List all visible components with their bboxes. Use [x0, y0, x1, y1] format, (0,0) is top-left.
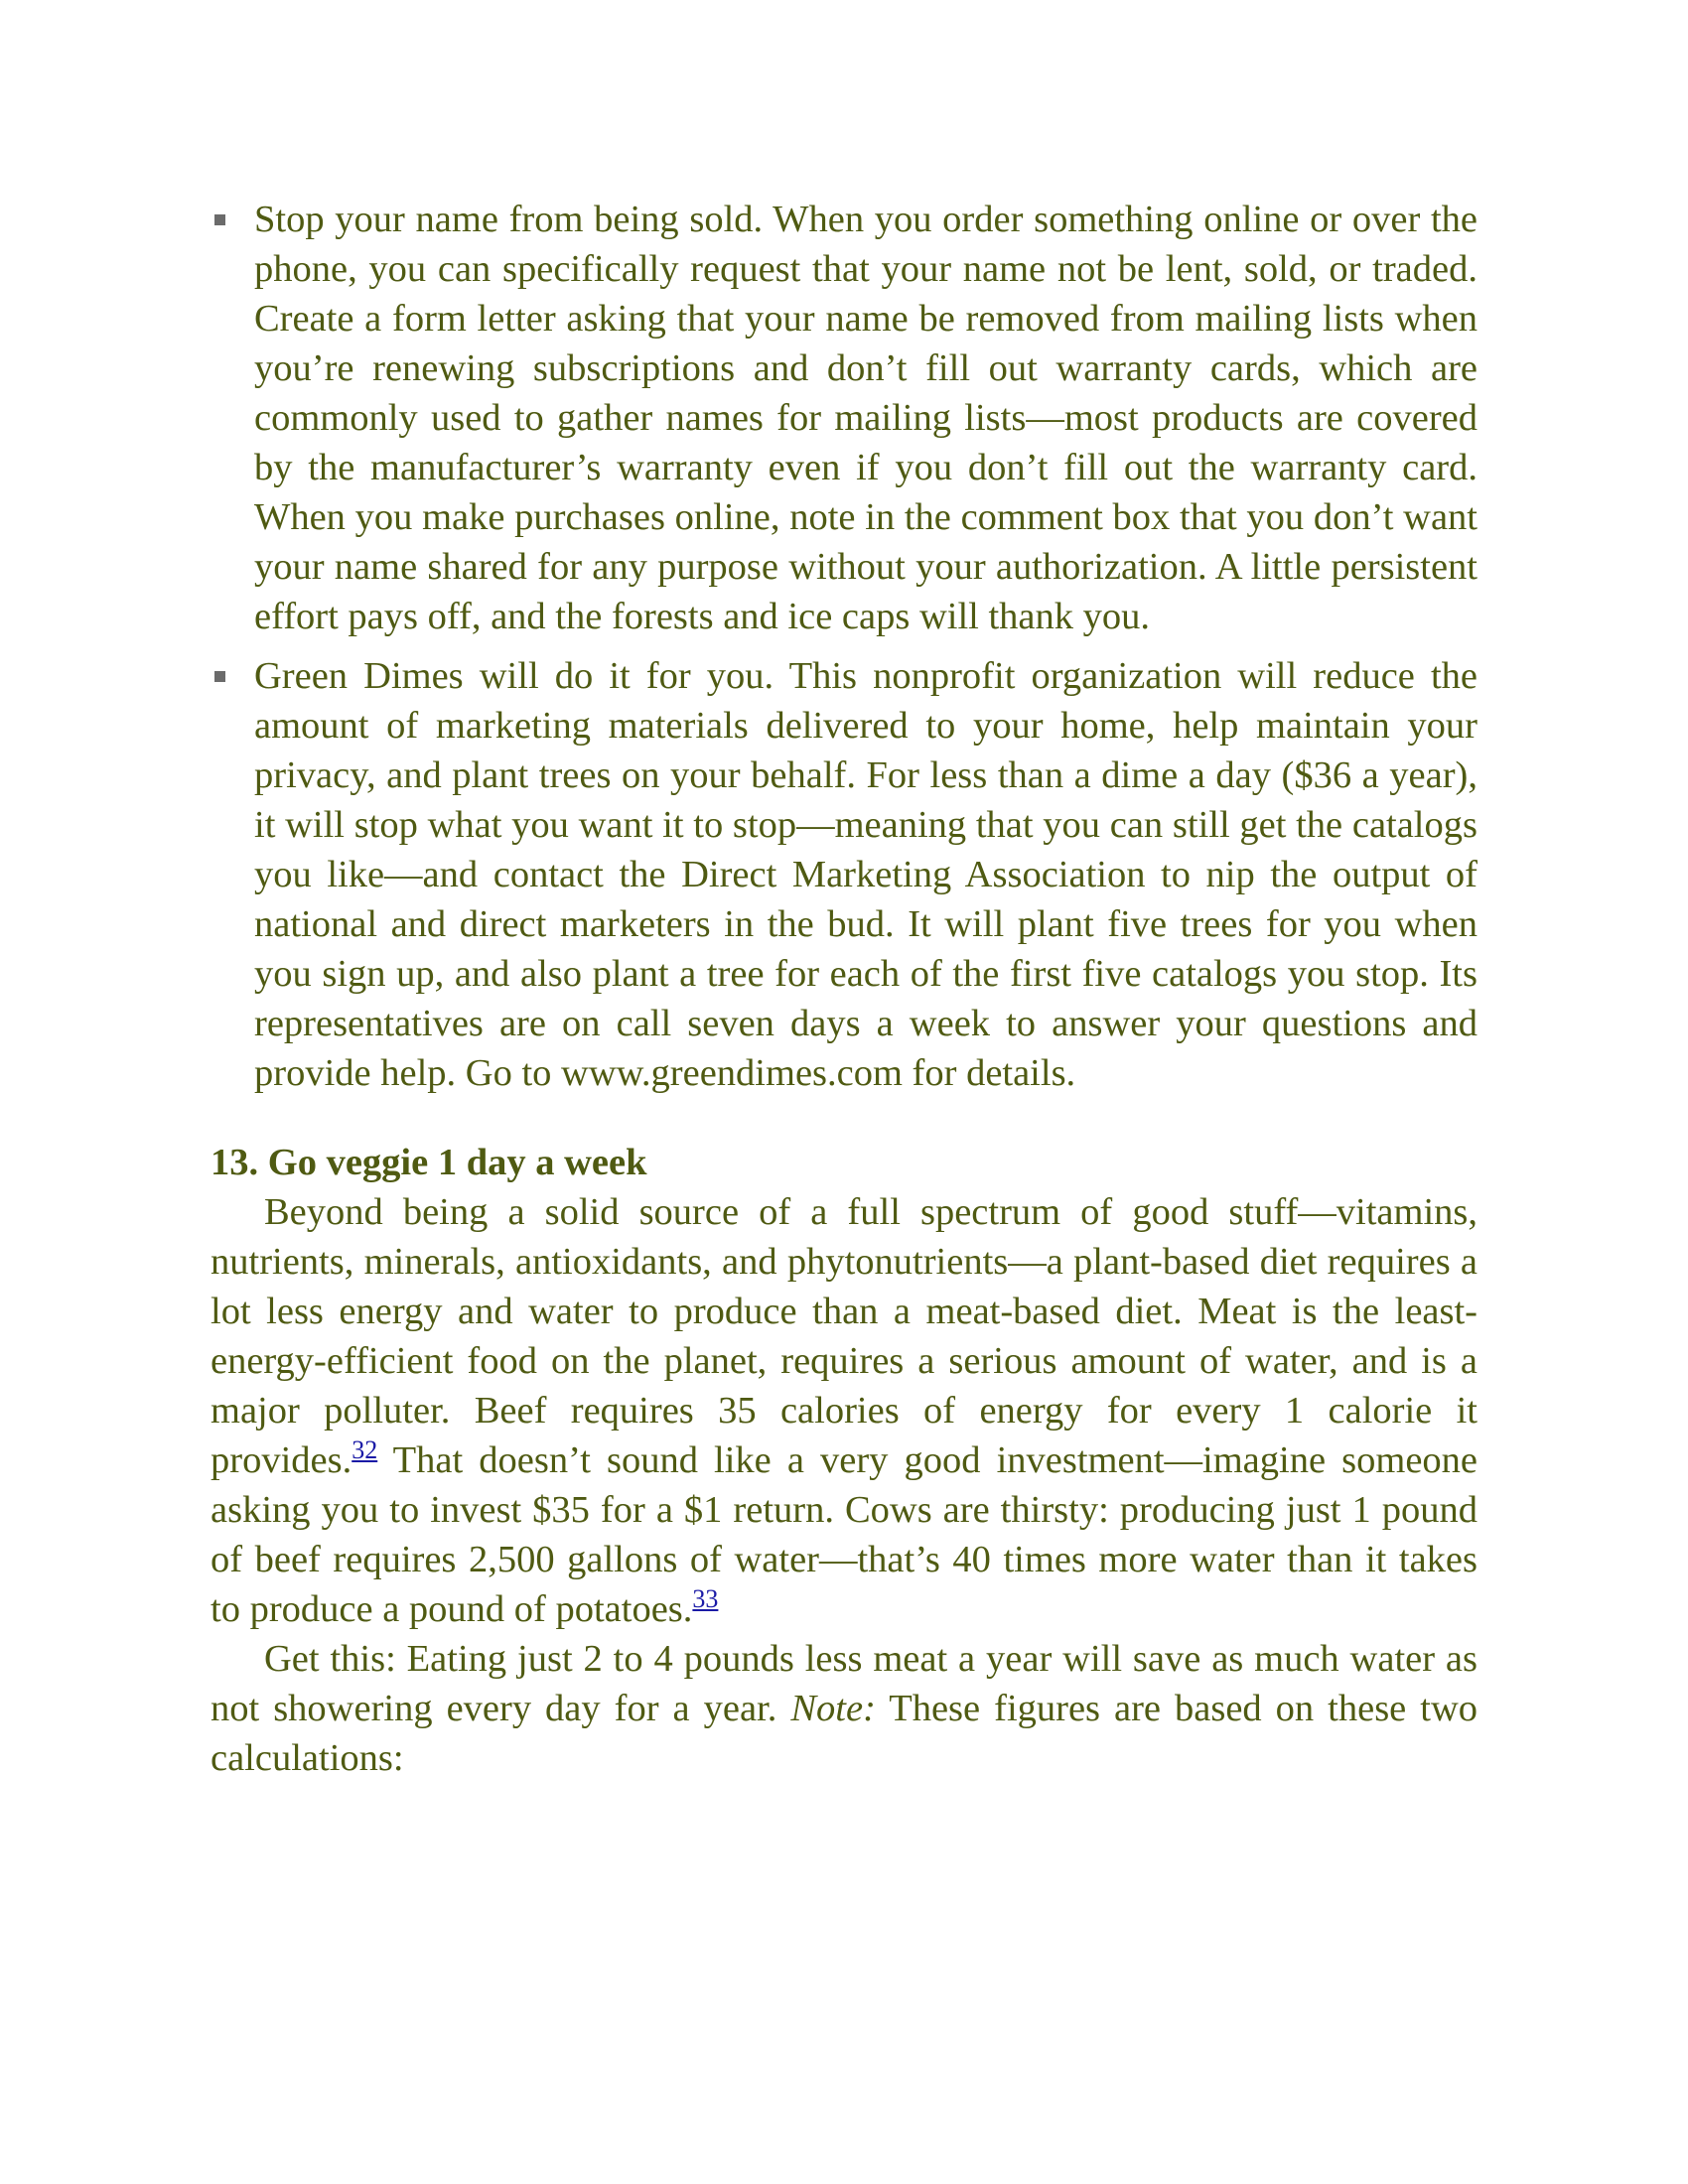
paragraph-text: Beyond being a solid source of a full spectrum of good stuff—vitamins, nutrients, minerals, antioxidants, and phytonutrients—a plant-based diet requires a lot less energy and water to produce than a meat-based diet. Meat is the least-energy-efficient food on the planet, requires a serious amount of water, and is a major polluter. Beef requires 35 calories of energy for every 1 calorie it provides.: [211, 1191, 1477, 1481]
body-paragraph: [211, 1634, 1477, 1783]
bullet-text: Stop your name from being sold. When you order something online or over the phone, you can specifically request that your name not be lent, sold, or traded. Create a form letter asking that your name be removed from mailing lists when you’re renewing subscriptions and don’t fill out warranty cards, which are commonly used to gather names for mailing lists—most products are covered by the manufacturer’s warranty even if you don’t fill out the warranty card. When you make purchases online, note in the comment box that you don’t want your name shared for any purpose without your authorization. A little persistent effort pays off, and the forests and ice caps will thank you.: [254, 199, 1477, 637]
note-label: Note:: [790, 1688, 876, 1729]
document-page: [211, 195, 1477, 1783]
body-paragraph: [211, 1187, 1477, 1634]
bullet-list: [211, 195, 1477, 1098]
footnote-link[interactable]: 32: [352, 1435, 378, 1465]
paragraph-text: Get this: Eating just 2 to 4 pounds less meat a year will save as much water as not showering every day for a year.: [211, 1638, 1477, 1729]
paragraph-text: These figures are based on these two calculations:: [211, 1688, 1478, 1779]
section-heading: 13. Go veggie 1 day a week: [211, 1142, 647, 1183]
paragraph-text: That doesn’t sound like a very good investment—imagine someone asking you to invest $35 for a $1 return. Cows are thirsty: producing just 1 pound of beef requires 2,500 gallons of water—that’s 40 times more water than it takes to produce a pound of potatoes.: [211, 1439, 1477, 1630]
list-item: [211, 195, 1477, 641]
square-bullet-icon: [214, 671, 225, 682]
footnote-link[interactable]: 33: [692, 1584, 719, 1614]
list-item: [211, 651, 1477, 1098]
bullet-text: Green Dimes will do it for you. This nonprofit organization will reduce the amount of marketing materials delivered to your home, help maintain your privacy, and plant trees on your behalf. For less than a dime a day ($36 a year), it will stop what you want it to stop—meaning that you can still get the catalogs you like—and contact the Direct Marketing Association to nip the output of national and direct marketers in the bud. It will plant five trees for you when you sign up, and also plant a tree for each of the first five catalogs you stop. Its representatives are on call seven days a week to answer your questions and provide help. Go to www.greendimes.com for details.: [254, 655, 1477, 1094]
square-bullet-icon: [214, 214, 225, 225]
